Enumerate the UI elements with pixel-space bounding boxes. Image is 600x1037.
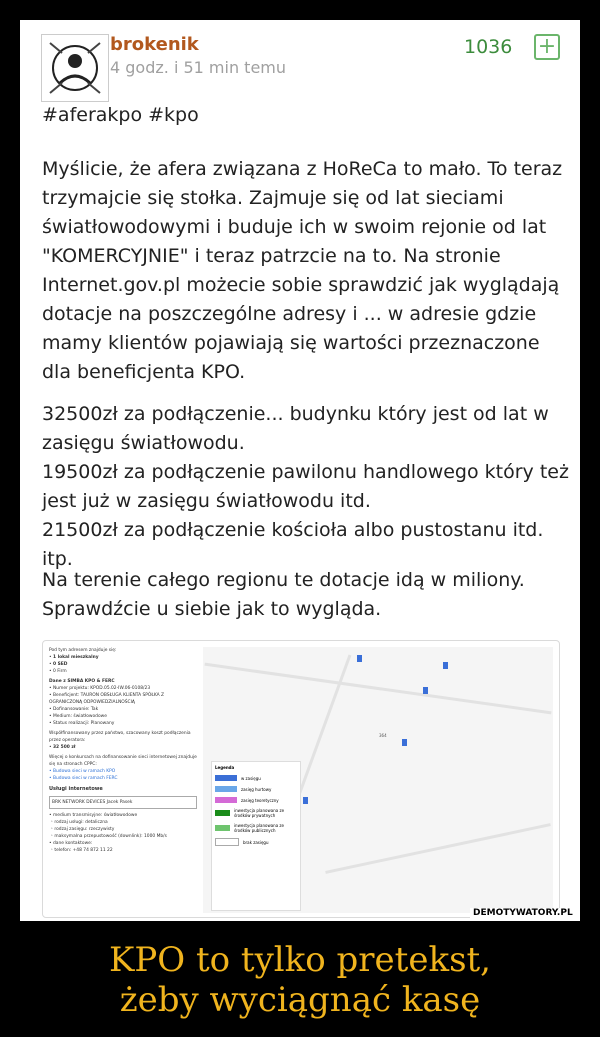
- service-line: • medium transmisyjne: światłowodowe: [49, 813, 138, 818]
- map-road: [204, 663, 551, 715]
- legend-item: w zasięgu: [215, 775, 297, 781]
- info-panel: [43, 641, 203, 917]
- embedded-screenshot[interactable]: [42, 640, 560, 918]
- watermark: DEMOTYWATORY.PL: [470, 908, 576, 918]
- kpo-line: • Medium: światłowodowe: [49, 714, 107, 719]
- username[interactable]: brokenik: [110, 34, 199, 55]
- post-time: 4 godz. i 51 min temu: [110, 58, 287, 77]
- panel-item: • 0 SED: [49, 662, 68, 667]
- vote-count: 1036: [464, 36, 513, 58]
- panel-item: • 0 Firm: [49, 669, 67, 674]
- cost-label: Współfinansowany przez państwo, szacowany koszt podłączenia przez operatora:: [49, 731, 191, 743]
- panel-header: Pod tym adresem znajduje się:: [49, 648, 117, 653]
- link-kpo[interactable]: • Budowa sieci w ramach KPO: [49, 769, 116, 774]
- map-building[interactable]: [357, 655, 362, 662]
- provider-select[interactable]: BRK NETWORK DEVICES Jacek Pasek: [49, 796, 197, 809]
- legend-item: inwestycja planowana ze środków prywatnych: [215, 808, 297, 818]
- kpo-line: • Beneficjent: TAURON OBSŁUGA KLIENTA SPÓŁKA Z OGRANICZONĄ ODPOWIEDZIALNOŚCIĄ: [49, 693, 165, 705]
- legend-item: zasięg hurtowy: [215, 786, 297, 792]
- map-legend: [211, 761, 301, 911]
- map-road: [325, 823, 551, 874]
- map-building[interactable]: [402, 739, 407, 746]
- map-building[interactable]: [423, 687, 428, 694]
- legend-item: zasięg teoretyczny: [215, 797, 297, 803]
- kpo-line: • Dofinansowanie: Tak: [49, 707, 99, 712]
- kpo-line: • Status realizacji: Planowany: [49, 721, 115, 726]
- post-paragraph: Na terenie całego regionu te dotacje idą w miliony. Sprawdźcie u siebie jak to wygląda.: [42, 569, 525, 620]
- cost-value: • 32 500 zł: [49, 745, 76, 750]
- caption-line-1: KPO to tylko pretekst,: [109, 940, 491, 980]
- map-building[interactable]: [303, 797, 308, 804]
- avatar[interactable]: [41, 34, 109, 102]
- caption-line-2: żeby wyciągnąć kasę: [119, 980, 481, 1020]
- service-line: • dane kontaktowe:: [49, 841, 93, 846]
- service-line: ◦ rodzaj usługi: detaliczna: [49, 820, 108, 825]
- service-line: ◦ maksymalna przepustowość (downlink): 1000 Mb/s: [49, 834, 167, 839]
- avatar-icon: [42, 35, 108, 101]
- legend-item: inwestycja planowana ze środków publicznych: [215, 823, 297, 833]
- link-ferc[interactable]: • Budowa sieci w ramach FERC: [49, 776, 118, 781]
- post-paragraph: 32500zł za podłączenie... budynku który jest od lat w zasięgu światłowodu. 19500zł za podłączenie pawilonu handlowego który też jest już w zasięgu światłowodu itd. 21500zł za podłączenie kościoła albo pustostanu itd. itp.: [42, 403, 569, 570]
- plus-icon[interactable]: +: [534, 34, 560, 60]
- map-label: 364: [379, 733, 387, 738]
- kpo-title: Dane z SIMBA KPO & FERC: [49, 679, 115, 684]
- post-tags[interactable]: #aferakpo #kpo: [42, 104, 199, 126]
- legend-item: brak zasięgu: [215, 838, 297, 846]
- kpo-line: • Numer projektu: KPOD.05.02-IW.06-0108/23: [49, 686, 151, 691]
- post-paragraph: Myślicie, że afera związana z HoReCa to mało. To teraz trzymajcie się stołka. Zajmuje się od lat sieciami światłowodowymi i buduje ich w swoim rejonie od lat "KOMERCYJNIE" i teraz patrzcie na to. Na stronie Internet.gov.pl możecie sobie sprawdzić jak wyglądają dotacje na poszczególne adresy i ... w adresie gdzie mamy klientów pojawiają się wartości przeznaczone dla beneficjenta KPO.: [42, 158, 563, 383]
- more-info: Więcej o konkursach na dofinansowanie sieci internetowej znajduje się na stronach CPPC:: [49, 755, 197, 767]
- legend-title: Legenda: [215, 765, 235, 770]
- service-line: ◦ rodzaj zasięgu: rzeczywisty: [49, 827, 115, 832]
- post-card: [20, 20, 580, 921]
- map-building[interactable]: [443, 662, 448, 669]
- panel-item: • 1 lokal mieszkalny: [49, 655, 99, 660]
- service-line: ◦ telefon: +48 74 872 11 22: [49, 848, 113, 853]
- services-title[interactable]: Usługi internetowe: [49, 786, 103, 792]
